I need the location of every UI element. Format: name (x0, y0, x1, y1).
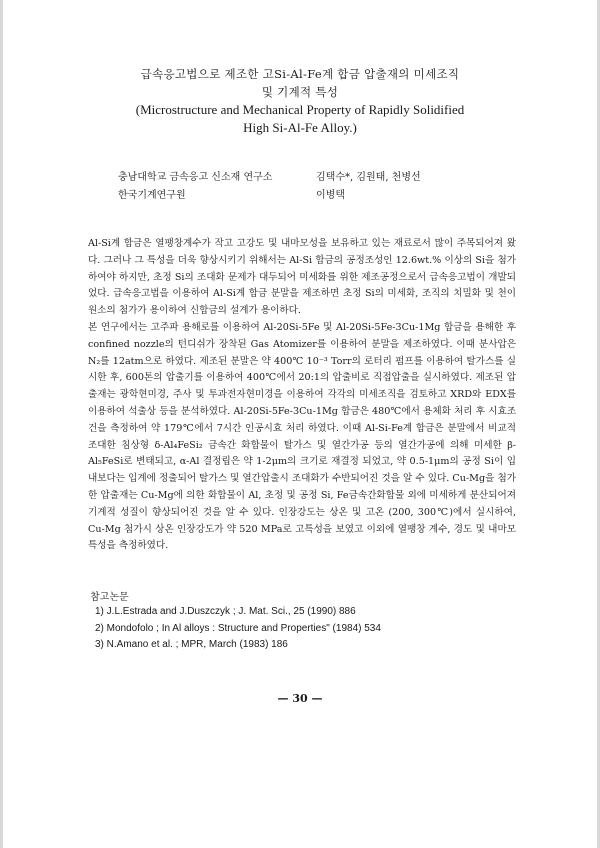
reference-item: 2) Mondofolo ; In Al alloys : Structure and Properties" (1984) 534 (95, 622, 381, 634)
abstract-paragraph-1: Al-Si계 합금은 열팽창계수가 작고 고강도 및 내마모성을 보유하고 있는 재료로서 많이 주목되어져 왔다. 그러나 그 특성을 더욱 향상시키기 위해서는 Al-Si 합금의 공정조성인 12.6wt.% 이상의 Si을 첨가하여야 하지만, 초정 Si의 조대화 문제가 대두되어 미세화를 위한 제조공정으로서 급속응고법이 개발되었다. 급속응고법을 이용하여 Al-Si계 합금 분말을 제조하면 초정 Si의 미세화, 조직의 치밀화 및 천이원소의 첨가가 용이하여 신합금의 설계가 용이하다. (88, 238, 516, 317)
title-korean-line2: 및 기계적 특성 (261, 85, 339, 99)
title-english-line1: (Microstructure and Mechanical Property of Rapidly Solidified (135, 102, 465, 117)
affiliation-1: 충남대학교 금속응고 신소재 연구소 (118, 172, 273, 183)
abstract-body (88, 236, 516, 555)
authors-2: 이병택 (316, 190, 345, 201)
references-list (95, 604, 381, 654)
reference-item: 3) N.Amano et al. ; MPR, March (1983) 186 (95, 639, 288, 650)
abstract-paragraph-2: 본 연구에서는 고주파 용해로를 이용하여 Al-20Si-5Fe 및 Al-20Si-5Fe-3Cu-1Mg 합금을 용해한 후 confined nozzle의 턴디쉬가 장착된 Gas Atomizer를 이용하여 분말을 제조하였다. 이때 분사압은 N₂를 12atm으로 하였다. 제조된 분말은 약 400℃ 10⁻³ Torr의 로터리 펌프를 이용하여 탈가스를 실시한 후, 600톤의 압출기를 이용하여 400℃에서 20:1의 압출비로 직접압출을 실시하였다. 제조된 압출재는 광학현미경, 주사 및 투과전자현미경을 이용하여 각각의 미세조직을 검토하고 XRD와 EDX를 이용하여 석출상 등을 분석하였다. Al-20Si-5Fe-3Cu-1Mg 합금은 480℃에서 용체화 처리 후 시효조건을 측정하여 약 179℃에서 7시간 인공시효 처리 하였다. 이때 Al-Si-Fe계 합금은 분말에서 비교적 조대한 침상형 δ-Al₄FeSi₂ 금속간 화합물이 탈가스 및 열간가공 등의 열간가공에 의해 미세한 β-Al₅FeSi로 변태되고, α-Al 결정립은 약 1-2μm의 크기로 재결정 되었고, 약 0.5-1μm의 공정 Si이 입내보다는 입계에 정출되어 탈가스 및 열간압출시 조대화가 수반되어진 것을 알 수 있다. Cu-Mg을 첨가한 압출재는 Cu-Mg에 의한 화합물이 Al, 초정 및 공정 Si, Fe금속간화합물 외에 미세하게 분산되어져 기계적 성질이 향상되어진 것을 알 수 있다. 인장강도는 상온 및 고온 (200, 300℃)에서 실시하여, Cu-Mg 첨가시 상온 인장강도가 약 520 MPa로 고특성을 보였고 이외에 열팽창 계수, 경도 및 내마모 특성을 측정하였다. (88, 321, 516, 552)
title-korean-line1: 급속응고법으로 제조한 고Si-Al-Fe계 합금 압출재의 미세조직 (140, 67, 460, 81)
title-english-line2: High Si-Al-Fe Alloy.) (243, 120, 357, 135)
references-heading: 참고논문 (90, 592, 129, 603)
page-number: — 30 — (277, 692, 323, 705)
affiliation-2: 한국기계연구원 (118, 190, 186, 201)
authors-1: 김택수*, 김원태, 천병선 (316, 172, 421, 183)
reference-item: 1) J.L.Estrada and J.Duszczyk ; J. Mat. Sci., 25 (1990) 886 (95, 606, 356, 617)
